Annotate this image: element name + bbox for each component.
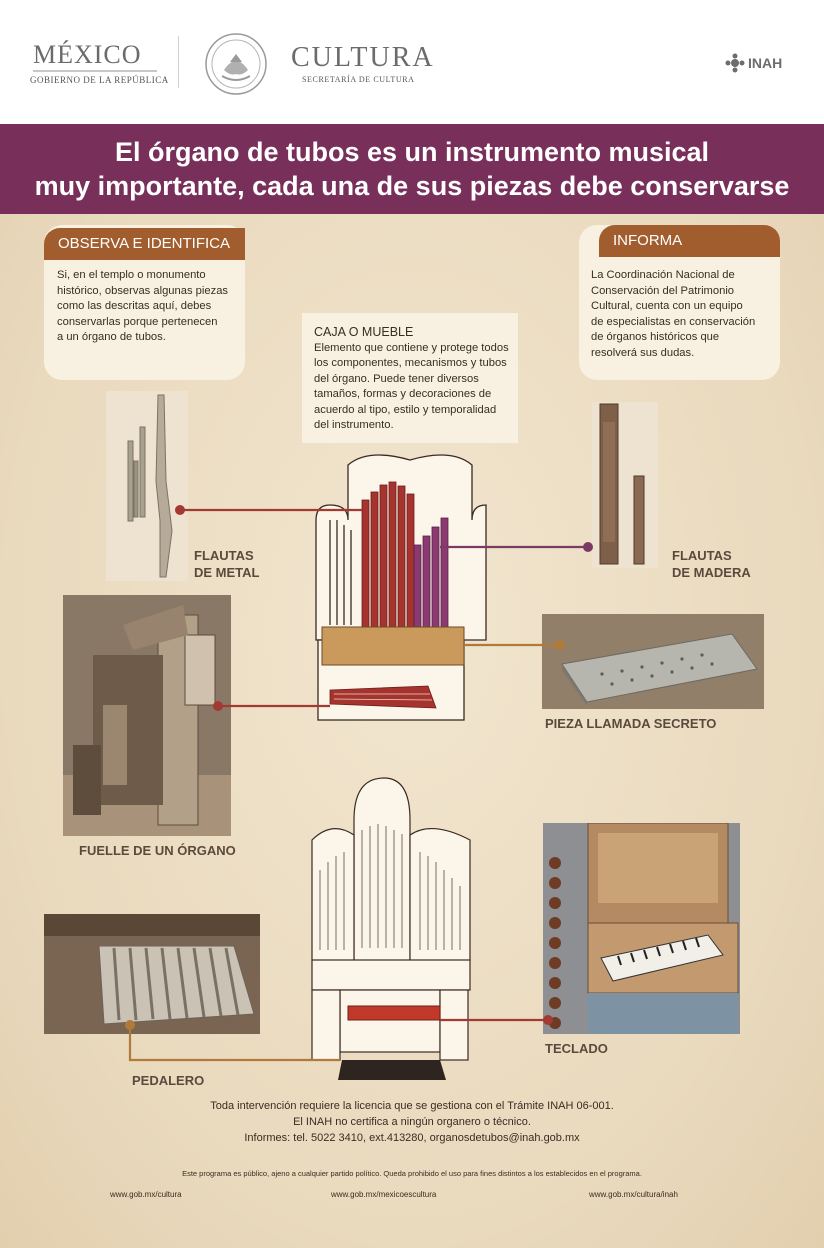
observa-line: conservarlas porque pertenecen (57, 315, 218, 328)
mexico-wordmark: MÉXICO (33, 40, 142, 69)
label-secreto: PIEZA LLAMADA SECRETO (545, 716, 717, 731)
inah-emblem-icon (725, 53, 745, 73)
informa-line: de especialistas en conservación (591, 315, 756, 328)
label-fuelle: FUELLE DE UN ÓRGANO (79, 843, 236, 858)
observa-line: como las descritas aquí, debes (57, 300, 212, 313)
caja-line: acuerdo al tipo, estilo y temporalidad (314, 403, 497, 416)
observa-line: histórico, observas algunas piezas (57, 284, 229, 297)
title-line-1: El órgano de tubos es un instrumento musical (114, 137, 710, 167)
informa-tab (599, 225, 780, 257)
government-header (0, 0, 824, 124)
informa-heading: INFORMA (613, 232, 683, 249)
inah-logo (725, 53, 782, 73)
caja-line: los componentes, mecanismos y tubos (314, 357, 507, 370)
observa-tab (44, 228, 245, 260)
informa-line: resolverá sus dudas. (591, 346, 695, 359)
cultura-wordmark: CULTURA (291, 42, 435, 73)
caja-line: del instrumento. (314, 419, 394, 432)
observa-text (57, 268, 237, 346)
informa-line: Conservación del Patrimonio (591, 284, 735, 297)
flag-stripe (33, 70, 157, 72)
informa-line: Cultural, cuenta con un equipo (591, 300, 743, 313)
gobierno-subtitle: GOBIERNO DE LA REPÚBLICA (30, 75, 169, 85)
wood-flutes-photo (592, 402, 658, 568)
metal-flutes-photo (106, 391, 188, 581)
observa-heading: OBSERVA E IDENTIFICA (58, 235, 230, 252)
label-flautas-madera (672, 547, 751, 581)
informa-line: La Coordinación Nacional de (591, 269, 735, 281)
informa-text (591, 268, 776, 362)
national-seal-icon (204, 32, 268, 101)
label-pedalero: PEDALERO (132, 1073, 205, 1088)
caja-line: Elemento que contiene y protege todos (314, 342, 509, 354)
caja-line: del órgano. Puede tener diversos (314, 372, 479, 385)
title-line-2: muy importante, cada una de sus piezas debe conservarse (34, 171, 790, 201)
bellows-photo (63, 595, 231, 836)
footer-disclaimer: Este programa es público, ajeno a cualquier partido político. Queda prohibido el uso para fines distintos a los establecidos en el programa. (182, 1169, 642, 1178)
label-flautas-metal (194, 547, 259, 581)
label-line: FLAUTAS (194, 548, 254, 563)
inah-wordmark: INAH (748, 55, 783, 71)
label-line: FLAUTAS (672, 548, 732, 563)
observa-line: a un órgano de tubos. (57, 331, 166, 344)
caja-title: CAJA O MUEBLE (314, 325, 414, 339)
footer-url-mexicoescultura[interactable]: www.gob.mx/mexicoescultura (331, 1190, 437, 1199)
header-divider (178, 36, 179, 88)
footer-certification: El INAH no certifica a ningún organero o técnico. (293, 1116, 531, 1128)
footer-url-inah[interactable]: www.gob.mx/cultura/inah (589, 1190, 678, 1199)
caja-text (314, 341, 514, 433)
observa-line: Si, en el templo o monumento (57, 269, 206, 281)
secreto-photo (542, 614, 764, 709)
pedalboard-photo (44, 914, 260, 1034)
keyboard-photo (543, 823, 740, 1034)
footer-url-cultura[interactable]: www.gob.mx/cultura (110, 1190, 182, 1199)
secretaria-subtitle: SECRETARÍA DE CULTURA (302, 75, 415, 84)
caja-line: tamaños, formas y decoraciones de (314, 388, 492, 401)
label-line: DE MADERA (672, 565, 751, 580)
footer-contact: Informes: tel. 5022 3410, ext.413280, organosdetubos@inah.gob.mx (244, 1132, 580, 1144)
informa-line: de órganos históricos que (591, 331, 720, 344)
footer-license: Toda intervención requiere la licencia que se gestiona con el Trámite INAH 06-001. (210, 1100, 614, 1112)
label-teclado: TECLADO (545, 1041, 608, 1056)
label-line: DE METAL (194, 565, 260, 580)
poster-title (0, 135, 824, 203)
